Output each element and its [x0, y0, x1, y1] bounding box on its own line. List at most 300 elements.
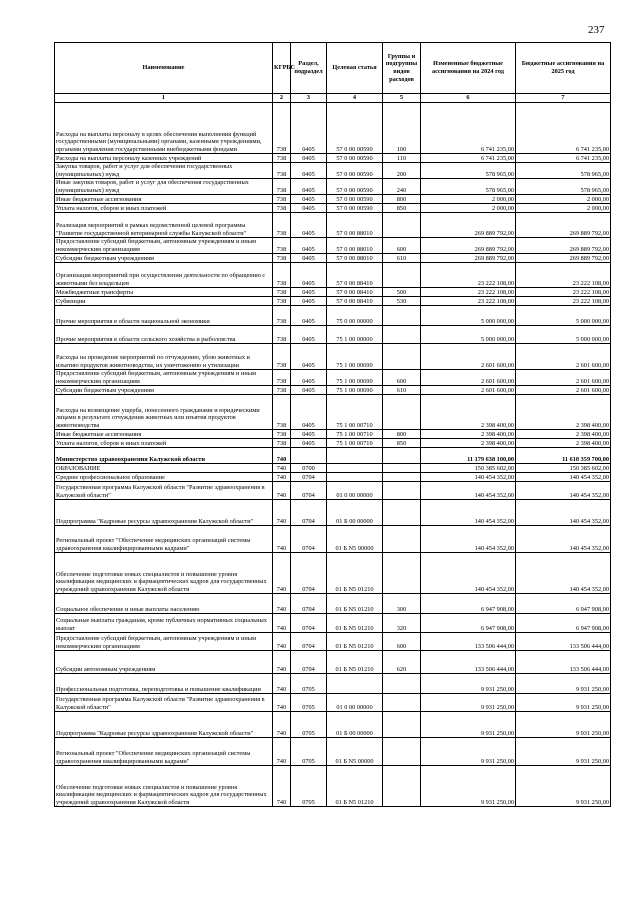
- cell-amount-2024: 2 398 400,00: [421, 430, 516, 439]
- cell-group: 240: [383, 179, 421, 195]
- table-row: [55, 103, 611, 154]
- table-row: [55, 674, 611, 694]
- cell-section: 0405: [291, 288, 327, 297]
- cell-group: [383, 464, 421, 473]
- cell-name: Расходы на возмещение ущерба, понесенного гражданами и юридическими лицами в результате отчуждения животных или изъятия продуктов животноводства: [55, 395, 273, 430]
- cell-name: Прочие мероприятия в области сельского хозяйства и рыболовства: [55, 326, 273, 344]
- cell-amount-2025: 9 931 250,00: [516, 766, 611, 807]
- cell-amount-2024: 140 454 352,00: [421, 473, 516, 482]
- table-row: [55, 464, 611, 473]
- table-row: [55, 614, 611, 633]
- table-row: [55, 526, 611, 553]
- cell-group: 530: [383, 297, 421, 306]
- header-row: [55, 43, 611, 94]
- cell-amount-2024: 269 889 792,00: [421, 254, 516, 263]
- cell-name: Реализация мероприятий в рамках ведомственной целевой программы "Развитие государственной ветеринарной службы Калужской области": [55, 213, 273, 238]
- cell-group: [383, 553, 421, 594]
- cell-section: 0405: [291, 254, 327, 263]
- cell-kgrbs: 738: [273, 386, 291, 395]
- cell-name: Уплата налогов, сборов и иных платежей: [55, 439, 273, 448]
- cell-kgrbs: 738: [273, 430, 291, 439]
- cell-amount-2025: 9 931 250,00: [516, 674, 611, 694]
- cell-amount-2025: 6 947 908,00: [516, 614, 611, 633]
- cell-amount-2024: 2 000,00: [421, 204, 516, 213]
- cell-amount-2025: 2 601 600,00: [516, 370, 611, 386]
- cell-amount-2025: 140 454 352,00: [516, 553, 611, 594]
- cell-group: 500: [383, 288, 421, 297]
- cell-group: 600: [383, 370, 421, 386]
- cell-name: Обеспечение подготовки новых специалистов и повышение уровня квалификации медицинских и фармацевтических кадров для государственных учреждений здравоохранения Калужской области: [55, 766, 273, 807]
- cell-amount-2025: 150 385 602,00: [516, 464, 611, 473]
- cell-name: Уплата налогов, сборов и иных платежей: [55, 204, 273, 213]
- cell-amount-2024: 9 931 250,00: [421, 712, 516, 738]
- cell-name: Расходы на выплаты персоналу в целях обеспечения выполнения функций государственными (муниципальными) органами, казенными учреждениями, органами управления государственными внебюджетными фондами: [55, 103, 273, 154]
- header-kgrbs: КГРБС: [273, 43, 291, 94]
- cell-section: 0705: [291, 712, 327, 738]
- cell-kgrbs: 738: [273, 439, 291, 448]
- table-row: [55, 694, 611, 712]
- table-row: [55, 473, 611, 482]
- cell-section: 0704: [291, 526, 327, 553]
- cell-target: 75 1 00 00690: [327, 344, 383, 370]
- cell-group: 200: [383, 163, 421, 179]
- table-row: [55, 500, 611, 526]
- cell-target: 57 0 00 00590: [327, 195, 383, 204]
- cell-amount-2024: 23 222 108,00: [421, 297, 516, 306]
- cell-amount-2025: 133 506 444,00: [516, 651, 611, 674]
- cell-target: 75 1 00 00710: [327, 395, 383, 430]
- table-row: [55, 448, 611, 464]
- page-number: 237: [588, 24, 605, 36]
- cell-section: 0405: [291, 370, 327, 386]
- cell-section: 0405: [291, 179, 327, 195]
- cell-group: 800: [383, 195, 421, 204]
- cell-kgrbs: 740: [273, 594, 291, 614]
- cell-kgrbs: 740: [273, 448, 291, 464]
- header-amount-2025: Бюджетные ассигнования на 2025 год: [516, 43, 611, 94]
- cell-name: Государственная программа Калужской области "Развитие здравоохранения в Калужской области": [55, 482, 273, 500]
- cell-name: Расходы на проведение мероприятий по отчуждению, убою животных и изъятию продуктов животноводства, их уничтожению и утилизации: [55, 344, 273, 370]
- cell-group: [383, 448, 421, 464]
- cell-kgrbs: 740: [273, 526, 291, 553]
- col-index: 2: [273, 94, 291, 103]
- cell-section: 0704: [291, 614, 327, 633]
- cell-amount-2025: 2 601 600,00: [516, 344, 611, 370]
- cell-section: 0405: [291, 163, 327, 179]
- cell-section: 0704: [291, 553, 327, 594]
- cell-kgrbs: 738: [273, 263, 291, 288]
- cell-group: 800: [383, 430, 421, 439]
- cell-kgrbs: 740: [273, 464, 291, 473]
- cell-group: [383, 482, 421, 500]
- cell-amount-2025: 2 398 400,00: [516, 395, 611, 430]
- header-section: Раздел, подраздел: [291, 43, 327, 94]
- cell-name: Региональный проект "Обеспечение медицинских организаций системы здравоохранения квалифицированными кадрами": [55, 526, 273, 553]
- cell-amount-2025: 2 398 400,00: [516, 439, 611, 448]
- cell-name: Закупка товаров, работ и услуг для обеспечения государственных (муниципальных) нужд: [55, 163, 273, 179]
- cell-amount-2024: 23 222 108,00: [421, 288, 516, 297]
- cell-amount-2024: 269 889 792,00: [421, 238, 516, 254]
- cell-section: 0405: [291, 154, 327, 163]
- cell-amount-2024: 11 179 638 100,00: [421, 448, 516, 464]
- cell-amount-2025: 578 965,00: [516, 179, 611, 195]
- col-index: 1: [55, 94, 273, 103]
- cell-amount-2024: 2 601 600,00: [421, 344, 516, 370]
- cell-kgrbs: 738: [273, 344, 291, 370]
- table-row: [55, 326, 611, 344]
- cell-name: Социальное обеспечение и иные выплаты населению: [55, 594, 273, 614]
- cell-section: 0405: [291, 326, 327, 344]
- cell-name: Иные бюджетные ассигнования: [55, 195, 273, 204]
- cell-name: Предоставление субсидий бюджетным, автономным учреждениям и иным некоммерческим организациям: [55, 633, 273, 651]
- cell-kgrbs: 738: [273, 103, 291, 154]
- cell-kgrbs: 738: [273, 370, 291, 386]
- cell-group: [383, 395, 421, 430]
- cell-amount-2025: 2 601 600,00: [516, 386, 611, 395]
- header-amount-2024: Измененные бюджетные ассигнования на 2024 год: [421, 43, 516, 94]
- cell-amount-2025: 5 000 000,00: [516, 306, 611, 326]
- cell-amount-2024: 5 000 000,00: [421, 326, 516, 344]
- cell-name: Прочие мероприятия в области национальной экономики: [55, 306, 273, 326]
- cell-amount-2025: 9 931 250,00: [516, 738, 611, 766]
- cell-amount-2025: 140 454 352,00: [516, 500, 611, 526]
- cell-target: 57 0 00 00590: [327, 103, 383, 154]
- header-name: Наименование: [55, 43, 273, 94]
- cell-group: 600: [383, 238, 421, 254]
- cell-target: 01 Б 00 00000: [327, 712, 383, 738]
- cell-section: 0405: [291, 386, 327, 395]
- cell-section: 0705: [291, 738, 327, 766]
- cell-group: [383, 306, 421, 326]
- cell-target: 57 0 00 00590: [327, 179, 383, 195]
- cell-section: 0700: [291, 464, 327, 473]
- cell-name: Субсидии бюджетным учреждениям: [55, 386, 273, 395]
- cell-section: 0704: [291, 594, 327, 614]
- cell-section: 0704: [291, 482, 327, 500]
- cell-group: 850: [383, 439, 421, 448]
- table-row: [55, 163, 611, 179]
- cell-amount-2025: 6 741 235,00: [516, 154, 611, 163]
- cell-kgrbs: 740: [273, 712, 291, 738]
- cell-target: [327, 674, 383, 694]
- cell-group: [383, 766, 421, 807]
- cell-section: 0405: [291, 344, 327, 370]
- cell-kgrbs: 740: [273, 482, 291, 500]
- cell-section: 0704: [291, 651, 327, 674]
- table-row: [55, 594, 611, 614]
- budget-table: [54, 42, 611, 807]
- cell-group: 600: [383, 633, 421, 651]
- cell-name: Субвенции: [55, 297, 273, 306]
- cell-amount-2024: 140 454 352,00: [421, 500, 516, 526]
- cell-target: 01 Б N5 00000: [327, 738, 383, 766]
- cell-amount-2024: 2 601 600,00: [421, 370, 516, 386]
- cell-amount-2024: 269 889 792,00: [421, 213, 516, 238]
- cell-section: 0405: [291, 430, 327, 439]
- cell-name: Государственная программа Калужской области "Развитие здравоохранения в Калужской области": [55, 694, 273, 712]
- cell-kgrbs: 740: [273, 553, 291, 594]
- cell-amount-2024: 133 506 444,00: [421, 633, 516, 651]
- table-row: [55, 254, 611, 263]
- cell-amount-2025: 133 506 444,00: [516, 633, 611, 651]
- table-row: [55, 213, 611, 238]
- cell-amount-2024: 9 931 250,00: [421, 766, 516, 807]
- cell-name: Межбюджетные трансферты: [55, 288, 273, 297]
- cell-name: Организация мероприятий при осуществлении деятельности по обращению с животными без владельцев: [55, 263, 273, 288]
- cell-amount-2025: 5 000 000,00: [516, 326, 611, 344]
- cell-amount-2025: 6 947 908,00: [516, 594, 611, 614]
- cell-amount-2025: 2 000,00: [516, 195, 611, 204]
- cell-amount-2025: 269 889 792,00: [516, 238, 611, 254]
- cell-group: 610: [383, 386, 421, 395]
- cell-section: 0405: [291, 195, 327, 204]
- cell-target: 57 0 00 88410: [327, 263, 383, 288]
- table-row: [55, 238, 611, 254]
- table-row: [55, 386, 611, 395]
- cell-amount-2024: 140 454 352,00: [421, 553, 516, 594]
- cell-group: 610: [383, 254, 421, 263]
- cell-name: Субсидии бюджетным учреждениям: [55, 254, 273, 263]
- cell-amount-2024: 6 741 235,00: [421, 103, 516, 154]
- cell-name: Предоставление субсидий бюджетным, автономным учреждениям и иным некоммерческим организациям: [55, 370, 273, 386]
- cell-section: 0704: [291, 500, 327, 526]
- cell-kgrbs: 738: [273, 254, 291, 263]
- cell-section: 0405: [291, 103, 327, 154]
- cell-group: [383, 526, 421, 553]
- cell-target: 57 0 00 88010: [327, 254, 383, 263]
- cell-name: Региональный проект "Обеспечение медицинских организаций системы здравоохранения квалифицированными кадрами": [55, 738, 273, 766]
- cell-amount-2025: 6 741 235,00: [516, 103, 611, 154]
- cell-amount-2025: 11 618 359 700,00: [516, 448, 611, 464]
- cell-kgrbs: 740: [273, 766, 291, 807]
- col-index: 7: [516, 94, 611, 103]
- cell-target: 01 Б 00 00000: [327, 500, 383, 526]
- cell-section: 0405: [291, 395, 327, 430]
- cell-amount-2025: 9 931 250,00: [516, 694, 611, 712]
- table-row: [55, 553, 611, 594]
- table-row: [55, 306, 611, 326]
- cell-group: [383, 344, 421, 370]
- cell-name: Предоставление субсидий бюджетным, автономным учреждениям и иным некоммерческим организациям: [55, 238, 273, 254]
- cell-amount-2024: 150 385 602,00: [421, 464, 516, 473]
- table-row: [55, 482, 611, 500]
- cell-amount-2024: 2 398 400,00: [421, 395, 516, 430]
- cell-kgrbs: 740: [273, 674, 291, 694]
- cell-group: 320: [383, 614, 421, 633]
- cell-section: 0704: [291, 473, 327, 482]
- cell-target: 01 0 00 00000: [327, 694, 383, 712]
- cell-amount-2024: 6 741 235,00: [421, 154, 516, 163]
- cell-target: 75 1 00 00000: [327, 326, 383, 344]
- cell-group: [383, 263, 421, 288]
- cell-target: 01 Б N5 01210: [327, 633, 383, 651]
- cell-kgrbs: 740: [273, 633, 291, 651]
- cell-name: Социальные выплаты гражданам, кроме публичных нормативных социальных выплат: [55, 614, 273, 633]
- table-row: [55, 263, 611, 288]
- cell-group: [383, 473, 421, 482]
- cell-section: 0405: [291, 439, 327, 448]
- table-row: [55, 154, 611, 163]
- cell-name: ОБРАЗОВАНИЕ: [55, 464, 273, 473]
- col-index: 6: [421, 94, 516, 103]
- cell-group: 620: [383, 651, 421, 674]
- cell-group: [383, 674, 421, 694]
- cell-kgrbs: 738: [273, 395, 291, 430]
- cell-amount-2025: 140 454 352,00: [516, 526, 611, 553]
- cell-kgrbs: 738: [273, 297, 291, 306]
- cell-amount-2025: 9 931 250,00: [516, 712, 611, 738]
- cell-group: 100: [383, 103, 421, 154]
- cell-target: 75 0 00 00000: [327, 306, 383, 326]
- cell-amount-2024: 23 222 108,00: [421, 263, 516, 288]
- cell-kgrbs: 738: [273, 326, 291, 344]
- cell-amount-2024: 133 506 444,00: [421, 651, 516, 674]
- cell-amount-2024: 2 601 600,00: [421, 386, 516, 395]
- cell-target: 01 0 00 00000: [327, 482, 383, 500]
- cell-amount-2025: 2 398 400,00: [516, 430, 611, 439]
- cell-section: 0405: [291, 306, 327, 326]
- cell-amount-2024: 140 454 352,00: [421, 526, 516, 553]
- cell-group: [383, 738, 421, 766]
- cell-amount-2024: 578 965,00: [421, 179, 516, 195]
- cell-amount-2025: 140 454 352,00: [516, 473, 611, 482]
- cell-group: [383, 326, 421, 344]
- cell-name: Среднее профессиональное образование: [55, 473, 273, 482]
- cell-target: 57 0 00 00590: [327, 204, 383, 213]
- cell-section: 0405: [291, 297, 327, 306]
- cell-section: 0705: [291, 694, 327, 712]
- cell-name: Профессиональная подготовка, переподготовка и повышение квалификации: [55, 674, 273, 694]
- cell-target: 01 Б N5 01210: [327, 651, 383, 674]
- cell-name: Подпрограмма "Кадровые ресурсы здравоохранения Калужской области": [55, 500, 273, 526]
- cell-amount-2024: 2 398 400,00: [421, 439, 516, 448]
- cell-section: 0405: [291, 213, 327, 238]
- cell-amount-2025: 140 454 352,00: [516, 482, 611, 500]
- cell-kgrbs: 740: [273, 651, 291, 674]
- header-groups: Группы и подгруппы видов расходов: [383, 43, 421, 94]
- cell-section: 0405: [291, 238, 327, 254]
- table-row: [55, 738, 611, 766]
- col-index: 4: [327, 94, 383, 103]
- column-index-row: [55, 94, 611, 103]
- cell-target: 01 Б N5 01210: [327, 614, 383, 633]
- cell-section: 0704: [291, 633, 327, 651]
- cell-kgrbs: 738: [273, 213, 291, 238]
- cell-target: [327, 464, 383, 473]
- cell-section: 0705: [291, 674, 327, 694]
- cell-kgrbs: 738: [273, 154, 291, 163]
- cell-target: 57 0 00 88410: [327, 288, 383, 297]
- table-row: [55, 439, 611, 448]
- cell-target: [327, 473, 383, 482]
- cell-name: Иные бюджетные ассигнования: [55, 430, 273, 439]
- table-row: [55, 633, 611, 651]
- cell-target: [327, 448, 383, 464]
- col-index: 5: [383, 94, 421, 103]
- cell-amount-2025: 23 222 108,00: [516, 297, 611, 306]
- cell-target: 75 1 00 00710: [327, 439, 383, 448]
- table-row: [55, 712, 611, 738]
- cell-section: 0405: [291, 204, 327, 213]
- cell-name: Обеспечение подготовки новых специалистов и повышение уровня квалификации медицинских и фармацевтических кадров для государственных учреждений здравоохранения Калужской области: [55, 553, 273, 594]
- table-row: [55, 297, 611, 306]
- cell-target: 01 Б N5 00000: [327, 526, 383, 553]
- cell-kgrbs: 740: [273, 738, 291, 766]
- cell-group: 850: [383, 204, 421, 213]
- cell-kgrbs: 738: [273, 163, 291, 179]
- table-row: [55, 179, 611, 195]
- cell-target: 75 1 00 00710: [327, 430, 383, 439]
- cell-amount-2024: 9 931 250,00: [421, 674, 516, 694]
- cell-amount-2025: 23 222 108,00: [516, 288, 611, 297]
- cell-group: [383, 712, 421, 738]
- cell-amount-2025: 269 889 792,00: [516, 213, 611, 238]
- cell-section: 0705: [291, 766, 327, 807]
- cell-target: 75 1 00 00690: [327, 386, 383, 395]
- cell-group: 110: [383, 154, 421, 163]
- cell-target: 01 Б N5 01210: [327, 594, 383, 614]
- cell-amount-2025: 578 965,00: [516, 163, 611, 179]
- cell-amount-2024: 6 947 908,00: [421, 614, 516, 633]
- cell-name: Расходы на выплаты персоналу казенных учреждений: [55, 154, 273, 163]
- cell-target: 57 0 00 88010: [327, 213, 383, 238]
- cell-amount-2024: 6 947 908,00: [421, 594, 516, 614]
- cell-group: [383, 694, 421, 712]
- cell-amount-2024: 578 965,00: [421, 163, 516, 179]
- cell-group: 300: [383, 594, 421, 614]
- cell-name: Министерство здравоохранения Калужской области: [55, 448, 273, 464]
- table-row: [55, 195, 611, 204]
- cell-amount-2025: 23 222 108,00: [516, 263, 611, 288]
- cell-kgrbs: 740: [273, 473, 291, 482]
- cell-amount-2024: 5 000 000,00: [421, 306, 516, 326]
- cell-kgrbs: 740: [273, 694, 291, 712]
- cell-section: 0405: [291, 263, 327, 288]
- cell-name: Иные закупки товаров, работ и услуг для обеспечения государственных (муниципальных) нужд: [55, 179, 273, 195]
- cell-kgrbs: 738: [273, 204, 291, 213]
- cell-amount-2024: 9 931 250,00: [421, 694, 516, 712]
- cell-name: Субсидии автономным учреждениям: [55, 651, 273, 674]
- table-row: [55, 766, 611, 807]
- cell-group: [383, 500, 421, 526]
- cell-target: 57 0 00 88410: [327, 297, 383, 306]
- cell-target: 01 Б N5 01210: [327, 766, 383, 807]
- cell-name: Подпрограмма "Кадровые ресурсы здравоохранения Калужской области": [55, 712, 273, 738]
- header-target: Целевая статья: [327, 43, 383, 94]
- cell-target: 57 0 00 00590: [327, 163, 383, 179]
- cell-section: [291, 448, 327, 464]
- cell-amount-2025: 2 000,00: [516, 204, 611, 213]
- table-row: [55, 204, 611, 213]
- cell-amount-2024: 2 000,00: [421, 195, 516, 204]
- cell-kgrbs: 738: [273, 238, 291, 254]
- table-row: [55, 651, 611, 674]
- cell-kgrbs: 738: [273, 306, 291, 326]
- cell-amount-2024: 9 931 250,00: [421, 738, 516, 766]
- cell-amount-2025: 269 889 792,00: [516, 254, 611, 263]
- col-index: 3: [291, 94, 327, 103]
- table-row: [55, 395, 611, 430]
- cell-group: [383, 213, 421, 238]
- cell-target: 57 0 00 88010: [327, 238, 383, 254]
- cell-target: 57 0 00 00590: [327, 154, 383, 163]
- cell-kgrbs: 738: [273, 195, 291, 204]
- table-row: [55, 288, 611, 297]
- cell-kgrbs: 740: [273, 614, 291, 633]
- cell-kgrbs: 740: [273, 500, 291, 526]
- cell-target: 75 1 00 00690: [327, 370, 383, 386]
- cell-kgrbs: 738: [273, 179, 291, 195]
